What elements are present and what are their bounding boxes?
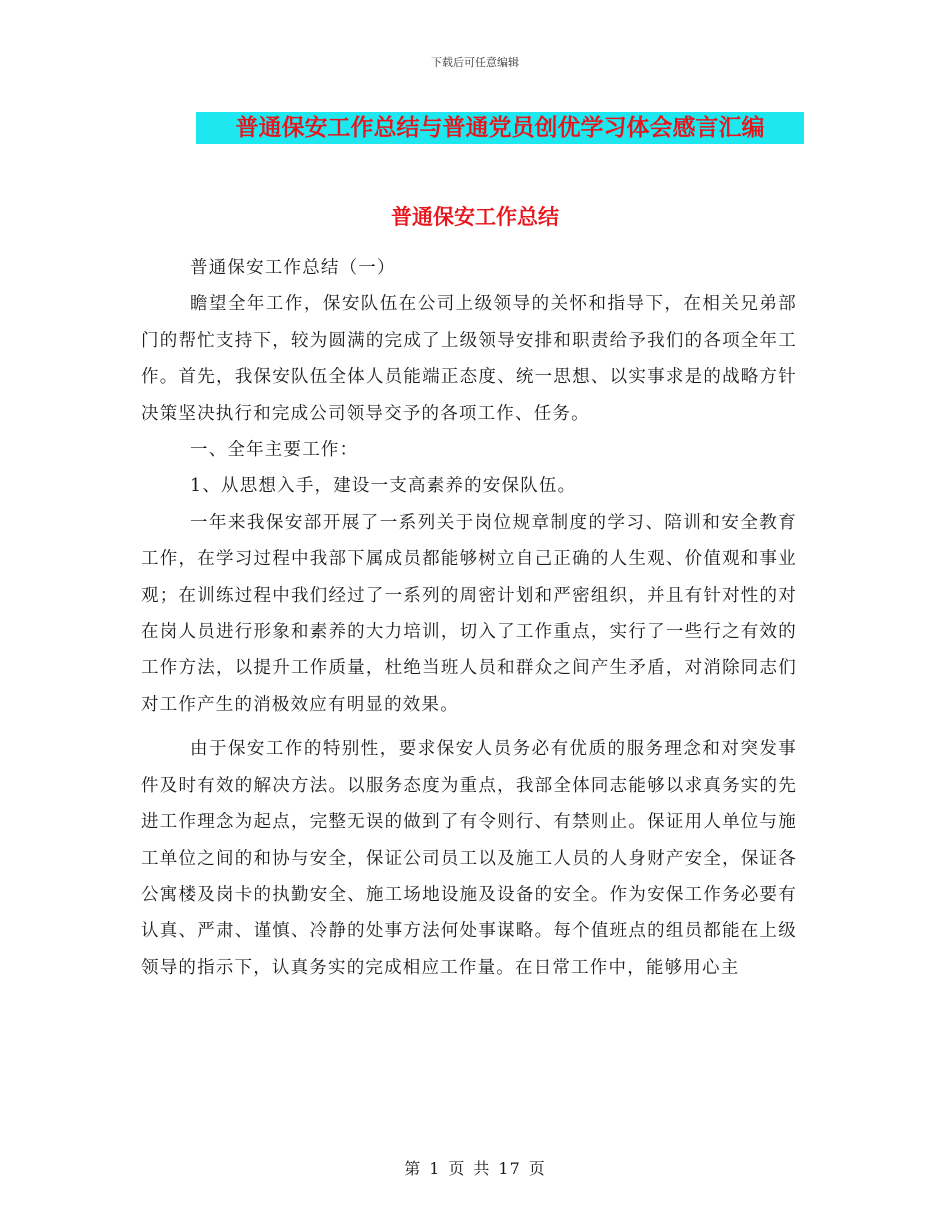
- main-title: 普通保安工作总结与普通党员创优学习体会感言汇编: [235, 114, 765, 141]
- document-body: [141, 250, 797, 986]
- footer-total-label: 共: [473, 1159, 491, 1178]
- main-title-highlight: [196, 112, 804, 144]
- footer-page-number: 1: [429, 1159, 441, 1178]
- paragraph-intro: 瞻望全年工作，保安队伍在公司上级领导的关怀和指导下，在相关兄弟部门的帮忙支持下，较为圆满的完成了上级领导安排和职责给予我们的各项全年工作。首先，我保安队伍全体人员能端正态度、统一思想、以实事求是的战略方针决策坚决执行和完成公司领导交予的各项工作、任务。: [141, 294, 797, 424]
- footer-total-pages: 17: [498, 1159, 521, 1178]
- footer-page-label: 页: [448, 1159, 466, 1178]
- footer-suffix: 页: [528, 1159, 546, 1178]
- page-footer: [0, 1156, 950, 1179]
- paragraph-service: 由于保安工作的特别性，要求保安人员务必有优质的服务理念和对突发事件及时有效的解决方法。以服务态度为重点，我部全体同志能够以求真务实的先进工作理念为起点，完整无误的做到了有令则行、有禁则止。保证用人单位与施工单位之间的和协与安全，保证公司员工以及施工人员的人身财产安全，保证各公寓楼及岗卡的执勤安全、施工场地设施及设备的安全。作为安保工作务必要有认真、严肃、谨慎、冷静的处事方法何处事谋略。每个值班点的组员都能在上级领导的指示下，认真务实的完成相应工作量。在日常工作中，能够用心主: [141, 739, 797, 978]
- paragraph-training: 一年来我保安部开展了一系列关于岗位规章制度的学习、陪训和安全教育工作，在学习过程中我部下属成员都能够树立自己正确的人生观、价值观和事业观；在训练过程中我们经过了一系列的周密计划和严密组织，并且有针对性的对在岗人员进行形象和素养的大力培训，切入了工作重点，实行了一些行之有效的工作方法，以提升工作质量，杜绝当班人员和群众之间产生矛盾，对消除同志们对工作产生的消极效应有明显的效果。: [141, 512, 797, 715]
- subheading-main-work: 一、全年主要工作：: [190, 440, 359, 461]
- footer-prefix: 第: [404, 1159, 422, 1178]
- section-title: 普通保安工作总结: [391, 204, 559, 229]
- subheading-item-one: 1、从思想入手，建设一支高素养的安保队伍。: [190, 476, 577, 497]
- header-note: 下载后可任意编辑: [431, 56, 519, 69]
- subheading-part-one: 普通保安工作总结（一）: [190, 258, 396, 278]
